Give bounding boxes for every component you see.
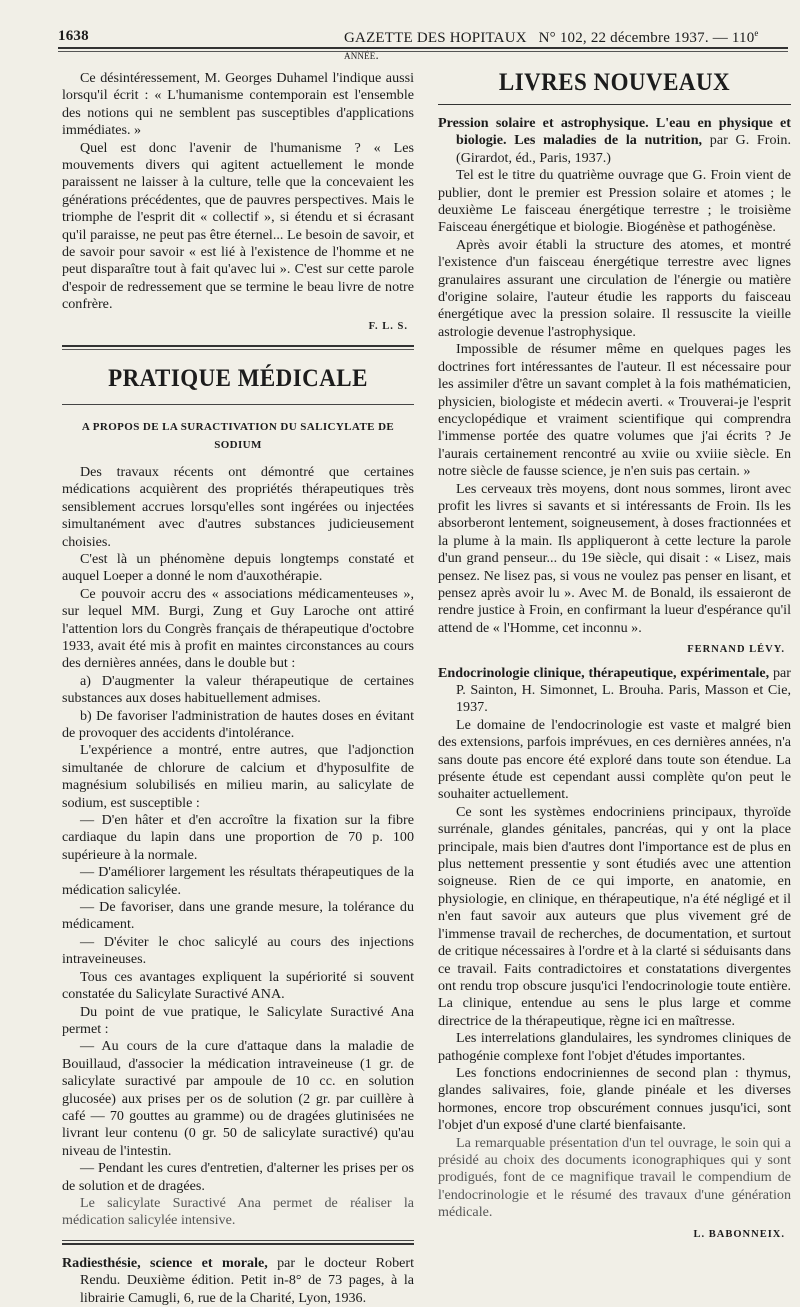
review-paragraph: Les cerveaux très moyens, dont nous sommes, liront avec profit les livres si savants et si intéressants de Froin. Ils les absorberont lentement, soigneusement, à doses fractionnées et la plume à la main. Ils appliqueront à cette lecture la parole d'un grand penseur... du 19e siècle, qui disait : « Lisez, mais pensez. Ne lisez pas, si vous ne voulez pas penser en lisant, et pensez après avoir lu ». Avec M. de Bonald, ils essaieront de rendre justice à Froin, en confirmant la lueur d'espérance qu'il attend de « l'Homme, cet inconnu ». xyxy=(438,480,791,636)
review-paragraph: Les fonctions endocriniennes de second plan : thymus, glandes salivaires, foie, glande pinéale et les diverses hormones, encore trop obscurément connues jusqu'ici, sont l'objet d'un exposé d'une clarté bienfaisante. xyxy=(438,1064,791,1134)
review-paragraph: Tel est le titre du quatrième ouvrage que G. Froin vient de publier, dont le premier est Pression solaire et atomes ; le deuxième Le faisceau énergétique terrestre ; le troisième Faisceau énergétique et biologie. Biogénèse et pathogénèse. xyxy=(438,167,791,236)
review-paragraph: Ce sont les systèmes endocriniens principaux, thyroïde surrénale, glandes génitales, pancréas, qui y ont la place principale, mais bien d'autres dont l'importance est de plus en plus nettement pressentie y sont étudiés avec une attention soigneuse. Rien de ce qui importe, en anatomie, en physiologie, en clinique, en thérapeutique, n'a été négligé et il n'en faut savoir aux auteurs que plus vivement gré de l'immense travail de recherches, de documentation, et surtout de critique nécessaires à l'ordre et à la clarté si séduisants dans ce travail. Faits contradictoires et constatations divergentes ont rendu trop obscure jusqu'ici l'endocrinologie toute entière. La clinique, entendue au sens le plus large et comme directrice de la thérapeutique, règne ici en maîtresse. xyxy=(438,803,791,1029)
article-paragraph: Ce pouvoir accru des « associations médicamenteuses », sur lequel MM. Burgi, Zung et Guy Laroche ont attiré l'attention lors du Congrès français de thérapeutique d'octobre 1933, avait été mis à profit en maintes circonstances au cours des dernières années, dans le double but : xyxy=(62,585,414,672)
left-column xyxy=(62,70,414,1307)
book-entry-radiesthesie xyxy=(62,1255,414,1307)
review-paragraph: Après avoir établi la structure des atomes, et montré l'existence d'un faisceau énergétique terrestre avec lignes granulaires assurant une circulation de l'énergie ou matière d'origine solaire, l'auteur étudie les rapports du faisceau énergétique avec la pression solaire. Il ressuscite la vieille astrologie devenue l'astrophysique. xyxy=(438,236,791,340)
bottom-rule xyxy=(62,1240,414,1245)
review-signature: L. BABONNEIX. xyxy=(693,1228,785,1240)
section-title-underline xyxy=(438,104,791,105)
article-paragraph: L'expérience a montré, entre autres, que l'adjonction simultanée de chlorure de calcium et d'hyposulfite de magnésium solubilisés en milieu marin, au salicylate de sodium, est susceptible : xyxy=(62,742,414,811)
article-paragraph: — D'améliorer largement les résultats thérapeutiques de la médication salicylée. xyxy=(62,864,414,898)
section-title-pratique: PRATIQUE MÉDICALE xyxy=(108,365,368,393)
book-entry-froin xyxy=(438,115,791,167)
review-paragraph: Les interrelations glandulaires, les syndromes cliniques de pathogénie complexe font l'objet d'études importantes. xyxy=(438,1030,791,1064)
header-title xyxy=(344,28,788,64)
book-entry-endocrinologie xyxy=(438,665,791,717)
section-title-livres: LIVRES NOUVEAUX xyxy=(498,69,731,96)
issue-info: N° 102, 22 décembre 1937. — 110 xyxy=(538,30,755,46)
book-title: Pression solaire et astrophysique. L'eau en physique et biologie. Les maladies de la nutrition, xyxy=(438,115,791,149)
article-paragraph: Tous ces avantages expliquent la supériorité si souvent constatée du Salicylate Suractivé ANA. xyxy=(62,968,414,1003)
review-paragraph: La remarquable présentation d'un tel ouvrage, le soin qui a présidé au choix des documents iconographiques qui y sont prodigués, font de ce magnifique travail le compendium de l'endocrinologie et le résumé des travaux d'une génération médicale. xyxy=(438,1134,791,1221)
book-reference: par G. Froin. (Girardot, éd., Paris, 1937.) xyxy=(456,132,791,166)
journal-name: GAZETTE DES HOPITAUX xyxy=(344,30,527,46)
article-paragraph: — De favoriser, dans une grande mesure, la tolérance du médicament. xyxy=(62,899,414,933)
article-paragraph: Le salicylate Suractivé Ana permet de réaliser la médication salicylée intensive. xyxy=(62,1194,414,1229)
article-paragraph: — Pendant les cures d'entretien, d'alterner les prises per os de solution et de dragées. xyxy=(62,1160,414,1194)
book-reference: par P. Sainton, H. Simonnet, L. Brouha. Paris, Masson et Cie, 1937. xyxy=(456,664,791,716)
intro-signature: F. L. S. xyxy=(368,320,408,332)
article-title: A PROPOS DE LA SURACTIVATION DU SALICYLATE DE SODIUM xyxy=(81,421,395,451)
annee-label: année. xyxy=(344,47,379,62)
article-paragraph: — Au cours de la cure d'attaque dans la maladie de Bouillaud, d'associer la médication intraveineuse (1 gr. de salicylate suractivé par ampoule de 10 cc. en solution glucosée) aux prises per os de solution (2 gr. par cuillère à café — 70 gouttes au gramme) ou de dragées glutinisées ne livrant leur contenu (0 gr. 50 de salicylate suractivé) qu'au niveau de l'intestin. xyxy=(62,1038,414,1159)
intro-paragraph: Quel est donc l'avenir de l'humanisme ? « Les mouvements divers qui agitent actuellement le monde paraissent ne laisser à la culture, telle que la concevaient les générations précédentes, que de pauvres perspectives. Mais le triomphe de l'esprit dit « collectif », si étendu et si écrasant qu'il paraisse, ne peut pas être éternel... Le besoin de savoir, et de savoir pour savoir « est lié à l'existence de l'homme et ne peut disparaître tout à fait qu'avec lui ». C'est sur cette parole d'espoir de redressement que se termine le beau livre de notre confrère. xyxy=(62,139,414,313)
article-paragraph: — D'en hâter et d'en accroître la fixation sur la fibre cardiaque du lapin dans une proportion de 70 p. 100 supérieure à la normale. xyxy=(62,812,414,863)
review-paragraph: Le domaine de l'endocrinologie est vaste et malgré bien des extensions, parfois imprévues, en ces dernières années, n'a sans doute pas encore été exploré dans toute son étendue. La présente étude est cependant aussi complète qu'on peut le souhaiter actuellement. xyxy=(438,716,791,803)
section-title-underline xyxy=(62,404,414,405)
header-rule xyxy=(58,47,788,49)
article-paragraph: C'est là un phénomène depuis longtemps constaté et auquel Loeper a donné le nom d'auxothérapie. xyxy=(62,550,414,585)
intro-paragraph: Ce désintéressement, M. Georges Duhamel l'indique aussi lorsqu'il écrit : « L'humanisme contemporain est l'ensemble des notions qui ne semblent pas susceptibles d'applications immédiates. » xyxy=(62,70,414,139)
year-suffix: e xyxy=(754,28,759,38)
article-paragraph: Du point de vue pratique, le Salicylate Suractivé Ana permet : xyxy=(62,1003,414,1037)
article-paragraph: b) De favoriser l'administration de hautes doses en évitant de provoquer des accidents d'intolérance. xyxy=(62,707,414,741)
book-reference: par le docteur Robert Rendu. Deuxième édition. Petit in-8° de 73 pages, à la librairie Camugli, 6, rue de la Charité, Lyon, 1936. xyxy=(80,1254,414,1306)
review-signature: FERNAND LÉVY. xyxy=(687,644,785,656)
book-title: Radiesthésie, science et morale, xyxy=(62,1254,268,1271)
article-paragraph: Des travaux récents ont démontré que certaines médications acquièrent des propriétés thérapeutiques très sensiblement accrues lorsqu'elles sont ingérées ou injectées simultanément avec d'autres substances judicieusement choisies. xyxy=(62,463,414,550)
running-header xyxy=(58,22,788,62)
page-number: 1638 xyxy=(58,28,89,44)
section-rule xyxy=(62,345,414,350)
book-title: Endocrinologie clinique, thérapeutique, expérimentale, xyxy=(438,664,770,681)
right-column xyxy=(438,64,791,1243)
review-paragraph: Impossible de résumer même en quelques pages les doctrines fort intéressantes de l'auteur. Il est nécessaire pour les assimiler d'être un savant complet à la fois mathématicien, physicien, biologiste et médecin averti. « Trouverai-je l'esprit encyclopédique et vraiment scientifique qui comprendra l'immense portée des quatre volumes que j'ai écrits ? Je l'aurais certainement rencontré au xviie ou xviiie siècle. En notre siècle de fausse science, je n'en suis pas certain. » xyxy=(438,341,791,480)
article-paragraph: — D'éviter le choc salicylé au cours des injections intraveineuses. xyxy=(62,933,414,968)
header-rule-thin xyxy=(58,51,788,52)
article-paragraph: a) D'augmenter la valeur thérapeutique de certaines substances aux doses habituellement admises. xyxy=(62,672,414,707)
